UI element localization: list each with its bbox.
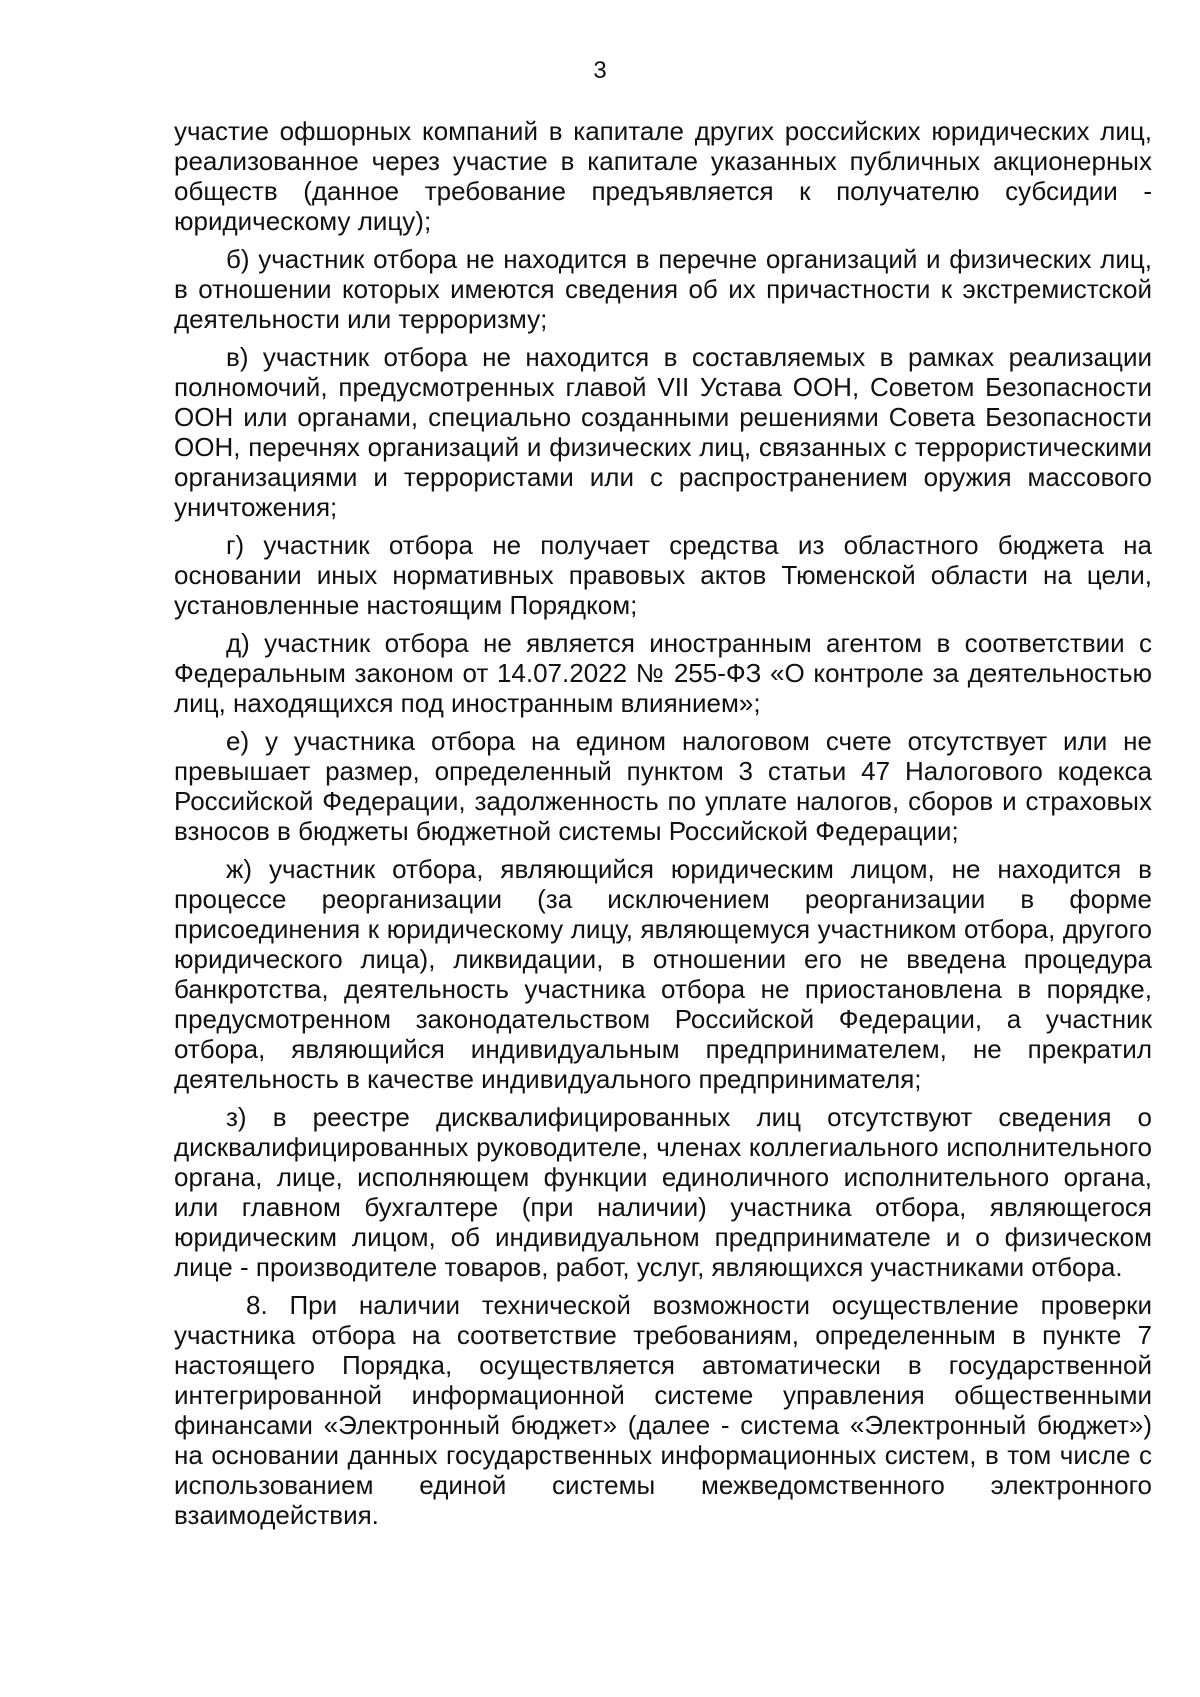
document-body — [174, 116, 1152, 1538]
paragraph-item-zh: ж) участник отбора, являющийся юридическим лицом, не находится в процессе реорганизации (за исключением реорганизации в форме присоединения к юридическому лицу, являющемуся участником отбора, другого юридического лица), ликвидации, в отношении его не введена процедура банкротства, деятельность участника отбора не приостановлена в порядке, предусмотренном законодательством Российской Федерации, а участник отбора, являющийся индивидуальным предпринимателем, не прекратил деятельность в качестве индивидуального предпринимателя; — [174, 854, 1152, 1094]
paragraph-item-d: д) участник отбора не является иностранным агентом в соответствии с Федеральным законом от 14.07.2022 № 255-ФЗ «О контроле за деятельностью лиц, находящихся под иностранным влиянием»; — [174, 628, 1152, 718]
page-number: 3 — [593, 57, 607, 84]
paragraph-item-g: г) участник отбора не получает средства из областного бюджета на основании иных нормативных правовых актов Тюменской области на цели, установленные настоящим Порядком; — [174, 530, 1152, 620]
paragraph-item-b: б) участник отбора не находится в перечне организаций и физических лиц, в отношении которых имеются сведения об их причастности к экстремистской деятельности или терроризму; — [174, 244, 1152, 334]
paragraph-continuation: участие офшорных компаний в капитале других российских юридических лиц, реализованное через участие в капитале указанных публичных акционерных обществ (данное требование предъявляется к получателю субсидии - юридическому лицу); — [174, 116, 1152, 236]
paragraph-item-v: в) участник отбора не находится в составляемых в рамках реализации полномочий, предусмотренных главой VII Устава ООН, Советом Безопасности ООН или органами, специально созданными решениями Совета Безопасности ООН, перечнях организаций и физических лиц, связанных с террористическими организациями и террористами или с распространением оружия массового уничтожения; — [174, 342, 1152, 522]
paragraph-clause-8: 8. При наличии технической возможности осуществление проверки участника отбора на соответствие требованиям, определенным в пункте 7 настоящего Порядка, осуществляется автоматически в государственной интегрированной информационной системе управления общественными финансами «Электронный бюджет» (далее - система «Электронный бюджет») на основании данных государственных информационных систем, в том числе с использованием единой системы межведомственного электронного взаимодействия. — [174, 1290, 1152, 1530]
paragraph-item-z: з) в реестре дисквалифицированных лиц отсутствуют сведения о дисквалифицированных руководителе, членах коллегиального исполнительного органа, лице, исполняющем функции единоличного исполнительного органа, или главном бухгалтере (при наличии) участника отбора, являющегося юридическим лицом, об индивидуальном предпринимателе и о физическом лице - производителе товаров, работ, услуг, являющихся участниками отбора. — [174, 1102, 1152, 1282]
paragraph-item-e: е) у участника отбора на едином налоговом счете отсутствует или не превышает размер, определенный пунктом 3 статьи 47 Налогового кодекса Российской Федерации, задолженность по уплате налогов, сборов и страховых взносов в бюджеты бюджетной системы Российской Федерации; — [174, 726, 1152, 846]
